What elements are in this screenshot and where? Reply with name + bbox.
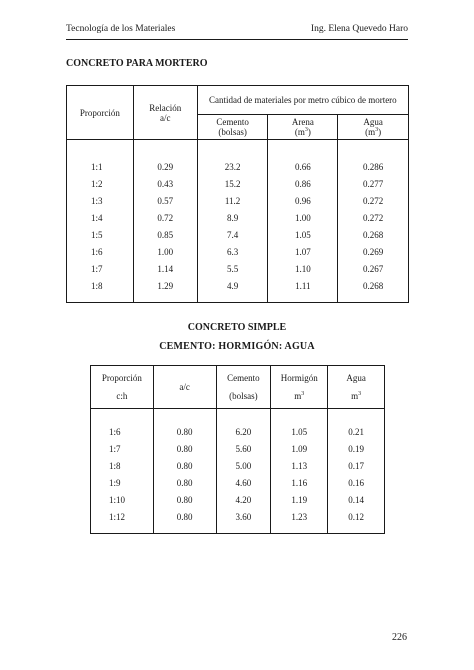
table-cell: 3.60 [216, 508, 271, 534]
table-cell: 0.80 [153, 474, 216, 491]
table-cell: 1:4 [67, 209, 134, 226]
table-cell: 0.21 [328, 423, 385, 440]
table-cell: 0.17 [328, 457, 385, 474]
table-cell: 5.5 [197, 260, 268, 277]
table-cell: 1:8 [91, 457, 154, 474]
table-cell: 0.96 [268, 192, 338, 209]
table-cell: 1:7 [91, 440, 154, 457]
table-cell: 1:6 [67, 243, 134, 260]
table-cell: 0.80 [153, 423, 216, 440]
table-cell: 0.43 [133, 175, 197, 192]
table-cell: 1:3 [67, 192, 134, 209]
table-cell: 0.272 [338, 192, 409, 209]
table-cell: 5.00 [216, 457, 271, 474]
table-row [67, 277, 409, 303]
table-cell: 1.11 [268, 277, 338, 303]
col-header-group: Cantidad de materiales por metro cúbico de mortero [197, 86, 408, 115]
table-cell: 1.16 [271, 474, 328, 491]
table-cell: 4.60 [216, 474, 271, 491]
table-cell: 1:2 [67, 175, 134, 192]
section2-title: CONCRETO SIMPLE [187, 322, 287, 333]
section2-subtitle: CEMENTO: HORMIGÓN: AGUA [159, 341, 315, 352]
col-header-cemento: Cemento (bolsas) [197, 115, 268, 140]
table-cell: 0.269 [338, 243, 409, 260]
table-cell: 23.2 [197, 158, 268, 175]
table-cell: 11.2 [197, 192, 268, 209]
col-header-agua: Agua $(m^3)$ [338, 115, 409, 140]
header-rule [66, 39, 408, 40]
header-left-text: Tecnología de los Materiales [66, 24, 176, 34]
col-header-proporcion: Proporción [67, 86, 134, 140]
table-cell: 1:7 [67, 260, 134, 277]
table-cell: 1:1 [67, 158, 134, 175]
table-cell: 1.29 [133, 277, 197, 303]
table-cell: 1.05 [268, 226, 338, 243]
table-cell: 0.72 [133, 209, 197, 226]
table-cell: 0.80 [153, 491, 216, 508]
table-cell: 0.85 [133, 226, 197, 243]
page-number: 226 [392, 632, 407, 643]
table-row [67, 175, 409, 192]
col-header-agua-m3: Agua $m^3$ [328, 366, 385, 409]
mortar-table [66, 85, 409, 303]
table-cell: 0.19 [328, 440, 385, 457]
table-cell: 0.12 [328, 508, 385, 534]
table-cell: 1.13 [271, 457, 328, 474]
table-cell: 1.10 [268, 260, 338, 277]
table-cell: 0.57 [133, 192, 197, 209]
table-cell: 1:9 [91, 474, 154, 491]
table-cell: 0.14 [328, 491, 385, 508]
table-row [91, 474, 385, 491]
table-cell: 1.23 [271, 508, 328, 534]
table-cell: 0.80 [153, 440, 216, 457]
table-cell: 1:6 [91, 423, 154, 440]
table-row [91, 423, 385, 440]
table-row [91, 491, 385, 508]
table-row [67, 158, 409, 175]
page-header [66, 24, 408, 34]
table-row [67, 243, 409, 260]
table-cell: 1.19 [271, 491, 328, 508]
table-cell: 0.16 [328, 474, 385, 491]
col-header-ac: a/c [153, 366, 216, 409]
table-cell: 0.80 [153, 457, 216, 474]
table-cell: 5.60 [216, 440, 271, 457]
col-header-relacion: Relación a/c [133, 86, 197, 140]
table-cell: 0.268 [338, 277, 409, 303]
table-cell: 1.07 [268, 243, 338, 260]
table-row [91, 457, 385, 474]
table-cell: 0.29 [133, 158, 197, 175]
table-cell: 6.3 [197, 243, 268, 260]
table-cell: 4.9 [197, 277, 268, 303]
table-cell: 0.80 [153, 508, 216, 534]
table-row [91, 508, 385, 534]
table-cell: 1.00 [133, 243, 197, 260]
table-cell: 1.00 [268, 209, 338, 226]
table-cell: 1:10 [91, 491, 154, 508]
table-row [91, 440, 385, 457]
header-right-text: Ing. Elena Quevedo Haro [310, 24, 408, 34]
col-header-hormigon: Hormigón $m^3$ [271, 366, 328, 409]
table-cell: 15.2 [197, 175, 268, 192]
table-cell: 0.267 [338, 260, 409, 277]
table-row [67, 209, 409, 226]
table-cell: 0.86 [268, 175, 338, 192]
table-cell: 1.09 [271, 440, 328, 457]
table-cell: 1:5 [67, 226, 134, 243]
col-header-arena: Arena $(m^3)$ [268, 115, 338, 140]
table-cell: 1.14 [133, 260, 197, 277]
table-cell: 1.05 [271, 423, 328, 440]
table-cell: 1:8 [67, 277, 134, 303]
table-cell: 6.20 [216, 423, 271, 440]
table-cell: 0.277 [338, 175, 409, 192]
table-row [67, 192, 409, 209]
table-row [67, 260, 409, 277]
table-cell: 8.9 [197, 209, 268, 226]
table-cell: 7.4 [197, 226, 268, 243]
col-header-proporcion-ch: Proporción c:h [91, 366, 154, 409]
table-cell: 1:12 [91, 508, 154, 534]
table-cell: 0.268 [338, 226, 409, 243]
table-cell: 0.272 [338, 209, 409, 226]
table-cell: 4.20 [216, 491, 271, 508]
table-row [67, 226, 409, 243]
simple-concrete-table [90, 365, 385, 534]
table-cell: 0.66 [268, 158, 338, 175]
table-cell: 0.286 [338, 158, 409, 175]
col-header-cemento-bolsas: Cemento (bolsas) [216, 366, 271, 409]
section1-title: CONCRETO PARA MORTERO [66, 58, 208, 69]
